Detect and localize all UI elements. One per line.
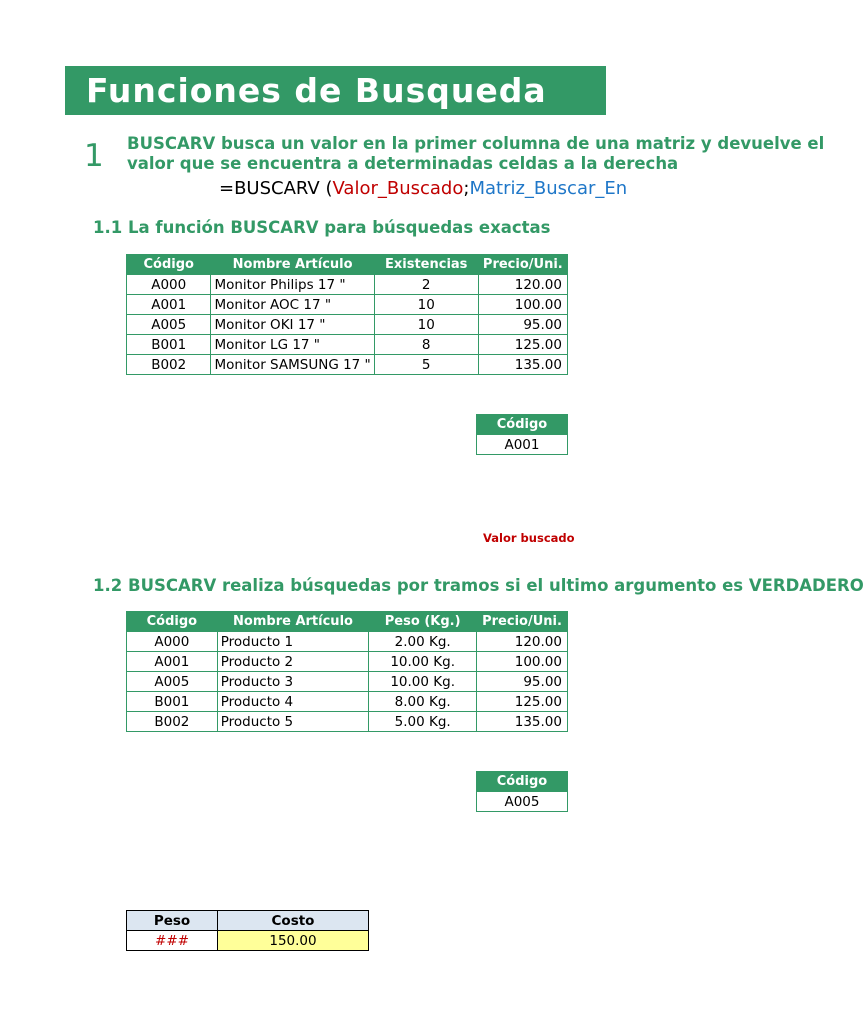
cell-precio[interactable]: 95.00 <box>478 315 567 335</box>
cell-nombre[interactable]: Monitor AOC 17 " <box>211 295 374 315</box>
page-title: Funciones de Busqueda <box>65 66 606 115</box>
cell-precio[interactable]: 125.00 <box>478 335 567 355</box>
cell-nombre[interactable]: Producto 2 <box>217 652 369 672</box>
column-header-peso[interactable]: Peso <box>127 911 218 931</box>
lookup-codigo-1 <box>476 414 568 455</box>
column-header[interactable]: Peso (Kg.) <box>369 612 477 632</box>
cell-nombre[interactable]: Monitor Philips 17 " <box>211 275 374 295</box>
cell-precio[interactable]: 125.00 <box>477 692 568 712</box>
valor-buscado-note: Valor buscado <box>483 531 575 545</box>
table-header-row <box>127 911 369 931</box>
table-header-row <box>127 612 568 632</box>
subsection-number: 1.1 <box>93 218 123 237</box>
table-row <box>127 295 568 315</box>
cell-nombre[interactable]: Monitor OKI 17 " <box>211 315 374 335</box>
table-row <box>127 672 568 692</box>
cell-nombre[interactable]: Producto 3 <box>217 672 369 692</box>
table-row <box>127 315 568 335</box>
table-row <box>127 692 568 712</box>
cell-nombre[interactable]: Producto 4 <box>217 692 369 712</box>
subsection-heading-1-1 <box>93 218 550 237</box>
cell-codigo[interactable]: B001 <box>127 692 218 712</box>
cell-codigo[interactable]: B002 <box>127 712 218 732</box>
column-header[interactable]: Nombre Artículo <box>211 255 374 275</box>
section-number: 1 <box>84 138 104 174</box>
section-description: BUSCARV busca un valor en la primer columna de una matriz y devuelve el valor que se encuentra a determinadas celdas a la derecha <box>127 134 825 173</box>
column-header-costo[interactable]: Costo <box>218 911 369 931</box>
cell-peso[interactable]: 5.00 Kg. <box>369 712 477 732</box>
articles-table <box>126 254 568 375</box>
products-table <box>126 611 568 732</box>
formula-arg-matriz: Matriz_Buscar_En <box>469 178 628 199</box>
column-header[interactable]: Precio/Uni. <box>477 612 568 632</box>
cell-existencias[interactable]: 8 <box>374 335 478 355</box>
subsection-title: La función BUSCARV para búsquedas exactas <box>128 218 551 237</box>
table-row <box>127 652 568 672</box>
cell-peso[interactable]: 10.00 Kg. <box>369 672 477 692</box>
lookup-value-input[interactable]: A001 <box>477 435 568 455</box>
column-header[interactable]: Precio/Uni. <box>478 255 567 275</box>
table-row <box>127 275 568 295</box>
cell-precio[interactable]: 135.00 <box>478 355 567 375</box>
cell-nombre[interactable]: Monitor LG 17 " <box>211 335 374 355</box>
lookup-header[interactable]: Código <box>477 772 568 792</box>
table-row <box>127 335 568 355</box>
cell-peso[interactable]: 10.00 Kg. <box>369 652 477 672</box>
formula-prefix: =BUSCARV ( <box>219 178 333 199</box>
cell-codigo[interactable]: A001 <box>127 295 211 315</box>
cell-precio[interactable]: 100.00 <box>478 295 567 315</box>
cell-existencias[interactable]: 2 <box>374 275 478 295</box>
table-row <box>127 355 568 375</box>
peso-costo-table <box>126 910 369 951</box>
cell-codigo[interactable]: A000 <box>127 632 218 652</box>
cell-precio[interactable]: 100.00 <box>477 652 568 672</box>
cell-codigo[interactable]: A005 <box>127 672 218 692</box>
table-header-row <box>127 255 568 275</box>
lookup-header[interactable]: Código <box>477 415 568 435</box>
table-row <box>127 632 568 652</box>
cell-nombre[interactable]: Producto 1 <box>217 632 369 652</box>
cell-existencias[interactable]: 5 <box>374 355 478 375</box>
cell-precio[interactable]: 95.00 <box>477 672 568 692</box>
table-row <box>127 712 568 732</box>
subsection-heading-1-2 <box>93 576 864 595</box>
table-row <box>127 931 369 951</box>
cell-nombre[interactable]: Producto 5 <box>217 712 369 732</box>
subsection-title: BUSCARV realiza búsquedas por tramos si el ultimo argumento es VERDADERO <box>128 576 864 595</box>
formula-separator: ; <box>463 178 470 199</box>
cell-codigo[interactable]: B001 <box>127 335 211 355</box>
cell-codigo[interactable]: A001 <box>127 652 218 672</box>
subsection-number: 1.2 <box>93 576 123 595</box>
peso-value-cell[interactable]: ### <box>127 931 218 951</box>
cell-codigo[interactable]: B002 <box>127 355 211 375</box>
cell-codigo[interactable]: A000 <box>127 275 211 295</box>
lookup-value-input[interactable]: A005 <box>477 792 568 812</box>
cell-peso[interactable]: 2.00 Kg. <box>369 632 477 652</box>
column-header[interactable]: Código <box>127 255 211 275</box>
cell-peso[interactable]: 8.00 Kg. <box>369 692 477 712</box>
cell-precio[interactable]: 135.00 <box>477 712 568 732</box>
cell-precio[interactable]: 120.00 <box>477 632 568 652</box>
column-header[interactable]: Código <box>127 612 218 632</box>
costo-result-cell[interactable]: 150.00 <box>218 931 369 951</box>
cell-codigo[interactable]: A005 <box>127 315 211 335</box>
column-header[interactable]: Nombre Artículo <box>217 612 369 632</box>
cell-existencias[interactable]: 10 <box>374 295 478 315</box>
cell-precio[interactable]: 120.00 <box>478 275 567 295</box>
column-header[interactable]: Existencias <box>374 255 478 275</box>
cell-nombre[interactable]: Monitor SAMSUNG 17 " <box>211 355 374 375</box>
lookup-codigo-2 <box>476 771 568 812</box>
cell-existencias[interactable]: 10 <box>374 315 478 335</box>
formula-syntax <box>219 178 627 199</box>
formula-arg-valor-buscado: Valor_Buscado <box>332 178 464 199</box>
